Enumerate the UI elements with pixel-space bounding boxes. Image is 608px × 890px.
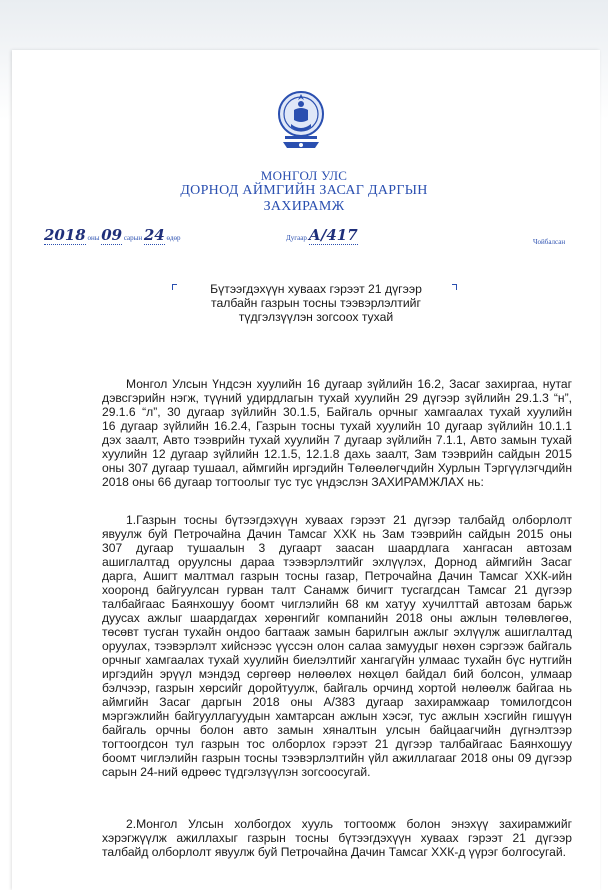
item-1-line: 307 дугаар тушаалын 3 дугаарт заасан шаардлага хангасан автозам: [102, 541, 572, 555]
preamble-line: оны 307 дугаар тушаал, аймгийн иргэдийн Төлөөлөгчдийн Хурлын Тэргүүлэгчдийн: [102, 461, 572, 475]
item-1-line: аймгийн Засаг даргын 2018 оны А/383 дугаар захирамжаар томилогдсон: [102, 695, 572, 709]
item-1-line: боомт чиглэлийн газрын тосны тээвэрлэлтийн үйл ажиллагааг 2018 оны 09 дүгээр: [102, 751, 572, 765]
number-label: Дугаар: [286, 234, 307, 242]
header-country: МОНГОЛ УЛС: [260, 168, 348, 183]
item-1-line: иргэдийн эрүүл мэндэд сөргөөр нөлөөлөх нөхцөл байдал бий болсон, улмаар: [102, 667, 572, 681]
item-2-line: талбайд олборлолт явуулж буй Петрочайна Дачин Тамсаг ХХК-д үүрэг болгосугай.: [102, 845, 566, 859]
date-line: [44, 226, 181, 245]
item-1-line: хооронд байгуулсан гурван талт Санамж бичигт тусгагдсан Тамсаг 21 дүгээр: [102, 583, 572, 597]
preamble-line: хуулийн 12 дугаар зүйлийн 12.1.5, 12.1.8 дахь заалт, Зам тээврийн сайдын 2015: [102, 447, 572, 461]
item-1-line: орчныг хамгаалах тухай хуулийн биелэлтийг хангагүйн улмаас тухайн бүс нутгийн: [102, 653, 572, 667]
preamble-line: 29.1.6 “л”, 30 дугаар зүйлийн 30.1.5, Байгаль орчныг хамгаалах тухай хуулийн: [102, 405, 572, 419]
date-day: 24: [143, 226, 165, 244]
title-line: Бүтээгдэхүүн хуваах гэрээт 21 дүгээр: [210, 282, 422, 296]
place-name: Чойбалсан: [533, 238, 566, 246]
item-1-line: мэргэжлийн байгууллагуудын хамтарсан ажлын хэсэг, тус ажлын хэсгийн гишүүн: [102, 709, 572, 723]
item-2-line: хэрэгжүүлж ажиллахыг газрын тосны бүтээгдэхүүн хуваах гэрээт 21 дүгээр: [102, 831, 572, 845]
preamble-line: дэвсгэрийн нэгж, түүний удирдлагын тухай хуулийн 29 дүгээр зүйлийн 29.1.3 “н”,: [102, 391, 572, 405]
item-1-line: ашиглалтад оруулсны дараа тээвэрлэлтийг эхлүүлэх, Дорнод аймгийн Засаг: [102, 555, 572, 569]
item-1-line: 1.Газрын тосны бүтээгдэхүүн хуваах гэрээт 21 дүгээр талбайд олборлолт: [126, 513, 572, 527]
item-1-line: оруулах, тээвэрлэлт хийснээс үүссэн олон салаа замуудыг нөхөн сэргээж байгаль: [102, 639, 572, 653]
item-1-line: талбайгаас Баянхошуу боомт чиглэлийн 68 км хатуу хучилттай автозам барьж: [102, 597, 572, 611]
title-line: түдгэлзүүлэн зогсоох тухай: [238, 310, 394, 324]
number-line: [286, 226, 358, 245]
date-year-suffix: оны: [87, 234, 100, 242]
header-office: ДОРНОД АЙМГИЙН ЗАСАГ ДАРГЫН: [180, 183, 428, 198]
document-title: [176, 282, 456, 324]
item-1-line: байгаль орчны болон авто замын хяналтын улсын байцаагчийн дүгнэлтээр: [102, 723, 572, 737]
state-emblem-icon: [277, 84, 325, 160]
item-1-line: бэлчээр, газрын хөрсийг доройтуулж, байгаль орчинд хортой нөлөөлж байгаа нь: [102, 681, 572, 695]
preamble-paragraph: [102, 377, 572, 489]
item-1-line: сарын 24-ний өдрөөс түдгэлзүүлэн зогсоосугай.: [102, 765, 371, 779]
item-1-line: дуусах ажлыг шаардагдах хөрөнгийг компанийн 2018 оны ажлын төлөвлөгөө,: [102, 611, 572, 625]
date-day-suffix: өдөр: [166, 234, 181, 242]
item-1-paragraph: [102, 513, 572, 779]
date-month-suffix: сарын: [123, 234, 143, 242]
item-1-line: төсөвт тусган тухайн ондоо багтааж замын барилгын ажлыг эхлүүлж ашиглалтад: [102, 625, 572, 639]
date-year: 2018: [44, 226, 86, 244]
preamble-line: дэх заалт, Авто тээврийн тухай хуулийн 7 дугаар зүйлийн 7.1.1, Авто замын тухай: [102, 433, 572, 447]
preamble-line: Монгол Улсын Үндсэн хуулийн 16 дугаар зүйлийн 16.2, Засаг захиргаа, нутаг: [126, 377, 572, 391]
preamble-line: 2018 оны 66 дугаар тогтоолыг тус тус үндэслэн ЗАХИРАМЖЛАХ нь:: [102, 475, 484, 489]
item-2-paragraph: [102, 817, 572, 859]
item-1-line: дарга, Ашигт малтмал газрын тосны газар, Петрочайна Дачин Тамсаг ХХК-ийн: [102, 569, 572, 583]
date-month: 09: [101, 226, 123, 244]
title-line: талбайн газрын тосны тээвэрлэлтийг: [211, 296, 421, 310]
item-1-line: тогтоогдсон тул газрын тос олборлох гэрээт 21 дүгээр талбайгаас Баянхошуу: [102, 737, 572, 751]
document-number: А/417: [308, 226, 358, 244]
header-doc-type: ЗАХИРАМЖ: [263, 199, 345, 214]
preamble-line: 16 дугаар зүйлийн 16.2.4, Газрын тосны тухай хуулийн 10 дугаар зүйлийн 10.1.1: [102, 419, 572, 433]
item-2-line: 2.Монгол Улсын холбогдох хууль тогтоомж болон энэхүү захирамжийг: [126, 817, 572, 831]
item-1-line: явуулж буй Петрочайна Дачин Тамсаг ХХК нь Зам тээврийн сайдын 2015 оны: [102, 527, 572, 541]
